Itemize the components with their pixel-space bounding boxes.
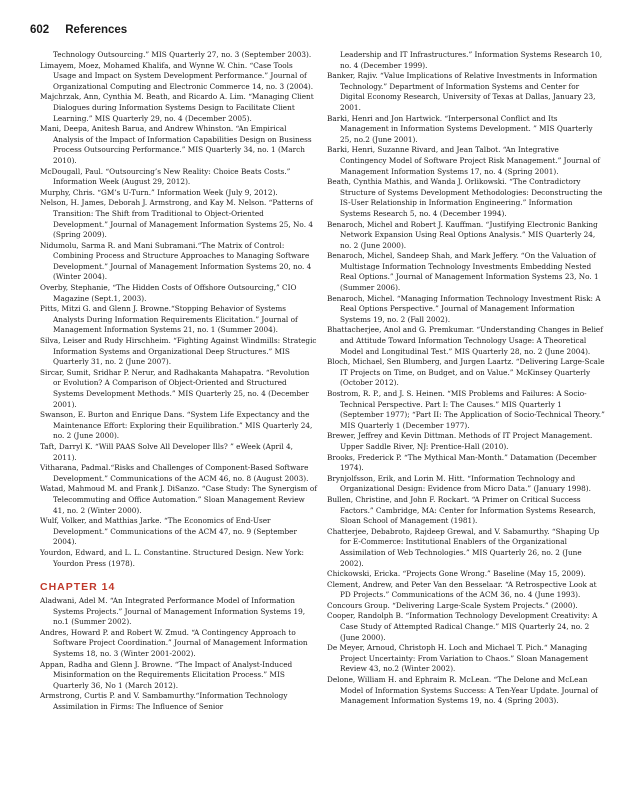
- reference-entry: Bostrom, R. P., and J. S. Heinen. “MIS Problems and Failures: A Socio-Technical Perspective. Part I: The Causes.” MIS Quarterly 1 (September 1977); “Part II: The Application of Socio-Technical Theory.” MIS Quarterly 1 (December 1977).: [327, 389, 605, 430]
- reference-entry: Andres, Howard P. and Robert W. Zmud. “A Contingency Approach to Software Project Coordination.” Journal of Management Information Systems 18, no. 3 (Winter 2001-2002).: [40, 627, 308, 659]
- reference-entry: Limayem, Moez, Mohamed Khalifa, and Wynne W. Chin. “Case Tools Usage and Impact on System Development Performance.” Journal of Organizational Computing and Electronic Commerce 14, no. 3 (2004).: [40, 60, 314, 91]
- reference-entry: Chatterjee, Debabroto, Rajdeep Grewal, and V. Sabamurthy. “Shaping Up for E-Commerce: Institutional Enablers of the Organizational Assimilation of Web Technologies.” MIS Quarterly 26, no. 2 (June 2002).: [327, 526, 600, 568]
- reference-entry: Sircar, Sumit, Sridhar P. Nerur, and Radhakanta Mahapatra. “Revolution or Evolution? A Comparison of Object-Oriented and Structured Systems Development Methods.” MIS Quarterly 25, no. 4 (December 2001).: [40, 367, 310, 409]
- reference-entry: Barki, Henri, Suzanne Rivard, and Jean Talbot. “An Integrative Contingency Model of Software Project Risk Management.” Journal of Management Information Systems 17, no. 4 (Spring 2001).: [327, 145, 600, 176]
- page-header: [30, 24, 600, 42]
- reference-entry: Brewer, Jeffrey and Kevin Dittman. Methods of IT Project Management. Upper Saddle River, NJ: Prentice-Hall (2010).: [327, 431, 593, 451]
- reference-entry: Armstrong, Curtis P. and V. Sambamurthy.“Information Technology Assimilation in Firms: The Influence of Senior: [40, 691, 288, 712]
- reference-entry: Swanson, E. Burton and Enrique Dans. “System Life Expectancy and the Maintenance Effort: Exploring their Equilibration.” MIS Quarterly 24, no. 2 (June 2000).: [40, 410, 313, 441]
- reference-entry: Banker, Rajiv. “Value Implications of Relative Investments in Information Technology.” Department of Information Systems and Center for Digital Economy Research, University of Texas at Dallas, January 23, 2001.: [327, 71, 598, 112]
- reference-entry: Nelson, H. James, Deborah J. Armstrong, and Kay M. Nelson. “Patterns of Transition: The Shift from Traditional to Object-Oriented Development.” Journal of Management Information Systems 25, No. 4 (Spring 2009).: [40, 198, 313, 240]
- reference-entry: Nidumolu, Sarma R. and Mani Subramani.“The Matrix of Control: Combining Process and Structure Approaches to Managing Software Development.” Journal of Management Information Systems 20, no. 4 (Winter 2004).: [40, 240, 312, 282]
- chapter-heading: CHAPTER 14: [40, 581, 116, 594]
- running-head: References: [65, 24, 128, 36]
- reference-entry: Clement, Andrew, and Peter Van den Besselaar. “A Retrospective Look at PD Projects.” Communications of the ACM 36, no. 4 (June 1993).: [327, 579, 597, 600]
- reference-entry: Aladwani, Adel M. “An Integrated Performance Model of Information Systems Projects.” Journal of Management Information Systems 19, no.1 (Summer 2002).: [40, 596, 306, 627]
- reference-entry: Bhattacherjee, Anol and G. Premkumar. “Understanding Changes in Belief and Attitude Toward Information Technology Usage: A Theoretical Model and Longitudinal Test.” MIS Quarterly 28, no. 2 (June 2004).: [327, 325, 603, 356]
- reference-entry: Chickowski, Ericka. “Projects Gone Wrong.” Baseline (May 15, 2009).: [327, 569, 586, 579]
- reference-entry: Mani, Deepa, Anitesh Barua, and Andrew Whinston. “An Empirical Analysis of the Impact of Information Capabilities Design on Business Process Outsourcing Performance.” MIS Quarterly 34, no. 1 (March 2010).: [40, 124, 312, 165]
- reference-entry: Barki, Henri and Jon Hartwick. “Interpersonal Conflict and Its Management in Information Systems Development. ” MIS Quarterly 25, no.2 (June 2001).: [327, 113, 593, 144]
- reference-entry: Yourdon, Edward, and L. L. Constantine. Structured Design. New York: Yourdon Press (1978).: [40, 547, 304, 568]
- reference-entry: Bloch, Michael, Sen Blumberg, and Jurgen Laartz. “Delivering Large-Scale IT Projects on Time, on Budget, and on Value.” McKinsey Quarterly (October 2012).: [327, 357, 605, 388]
- reference-entry: Taft, Darryl K. “Will PAAS Solve All Developer Ills? ” eWeek (April 4, 2011).: [40, 441, 293, 462]
- reference-entry: Overby, Stephanie, “The Hidden Costs of Offshore Outsourcing,” CIO Magazine (Sept.1, 2003).: [40, 283, 297, 303]
- reference-entry: Delone, William H. and Ephraim R. McLean. “The Delone and McLean Model of Information Systems Success: A Ten-Year Update. Journal of Management Information Systems 19, no. 4 (Spring 2003).: [327, 675, 598, 706]
- reference-entry: Wulf, Volker, and Matthias Jarke. “The Economics of End-User Development.” Communications of the ACM 47, no. 9 (September 2004).: [40, 516, 297, 547]
- page-number: 602: [30, 24, 50, 36]
- reference-entry: Watad, Mahmoud M. and Frank J. DiSanzo. “Case Study: The Synergism of Telecommuting and Office Automation.” Sloan Management Review 41, no. 2 (Winter 2000).: [40, 484, 317, 515]
- reference-entry: Benaroch, Michel and Robert J. Kauffman. “Justifying Electronic Banking Network Expansion Using Real Options Analysis.” MIS Quarterly 24, no. 2 (June 2000).: [327, 219, 598, 250]
- reference-entry: Leadership and IT Infrastructures.” Information Systems Research 10, no. 4 (December 1999).: [340, 50, 603, 70]
- reference-entry: McDougall, Paul. “Outsourcing’s New Reality: Choice Beats Costs.” Information Week (August 29, 2012).: [40, 166, 291, 187]
- reference-entry: Pitts, Mitzi G. and Glenn J. Browne.“Stopping Behavior of Systems Analysts During Information Requirements Elicitation.” Journal of Management Information Systems 21, no. 1 (Summer 2004).: [40, 304, 298, 335]
- reference-entry: Benaroch, Michel. “Managing Information Technology Investment Risk: A Real Options Perspective.” Journal of Management Information Systems 19, no. 2 (Fall 2002).: [327, 293, 601, 324]
- reference-entry: Bullen, Christine, and John F. Rockart. “A Primer on Critical Success Factors.” Cambridge, MA: Center for Information Systems Research, Sloan School of Management (1981).: [327, 494, 596, 526]
- reference-entry: Benaroch, Michel, Sandeep Shah, and Mark Jeffery. “On the Valuation of Multistage Information Technology Investments Embedding Nested Real Options.” Journal of Management Information Systems 23, No. 1 (Summer 2006).: [327, 251, 599, 293]
- right-column: [327, 50, 605, 707]
- reference-entry: Beath, Cynthia Mathis, and Wanda J. Orlikowski. “The Contradictory Structure of Systems Development Methodologies: Deconstructing the IS-User Relationship in Information Engineering.” Information Systems Research 5, no. 4 (December 1994).: [327, 177, 603, 218]
- reference-entry: Brooks, Frederick P. “The Mythical Man-Month.” Datamation (December 1974).: [327, 452, 597, 473]
- reference-entry: Vitharana, Padmal.“Risks and Challenges of Component-Based Software Development.” Communications of the ACM 46, no. 8 (August 2003).: [40, 463, 309, 483]
- reference-entry: Cooper, Randolph B. “Information Technology Development Creativity: A Case Study of Attempted Radical Change.” MIS Quarterly 24, no. 2 (June 2000).: [327, 611, 598, 642]
- reference-entry: Silva, Leiser and Rudy Hirschheim. “Fighting Against Windmills: Strategic Information Systems and Organizational Deep Structures.” MIS Quarterly 31, no. 2 (June 2007).: [40, 336, 317, 367]
- reference-entry: Murphy, Chris. “GM’s U-Turn.” Information Week (July 9, 2012).: [40, 187, 278, 197]
- reference-entry: Concours Group. “Delivering Large-Scale System Projects.” (2000).: [327, 600, 578, 610]
- reference-entry: Majchrzak, Ann, Cynthia M. Beath, and Ricardo A. Lim. “Managing Client Dialogues during Information Systems Design to Facilitate Client Learning.” MIS Quarterly 29, no. 4 (December 2005).: [40, 92, 314, 123]
- reference-entry: Technology Outsourcing.” MIS Quarterly 27, no. 3 (September 2003).: [53, 50, 312, 59]
- left-column: [40, 50, 318, 713]
- reference-entry: Brynjolfsson, Erik, and Lorin M. Hitt. “Information Technology and Organizational Design: Evidence from Micro Data.” (January 1998).: [327, 473, 591, 494]
- reference-entry: Appan, Radha and Glenn J. Browne. “The Impact of Analyst-Induced Misinformation on the Requirements Elicitation Process.” MIS Quarterly 36, No 1 (March 2012).: [40, 659, 293, 690]
- reference-entry: De Meyer, Arnoud, Christoph H. Loch and Michael T. Pich.“ Managing Project Uncertainty: From Variation to Chaos.” Sloan Management Review 43, no.2 (Winter 2002).: [327, 643, 589, 674]
